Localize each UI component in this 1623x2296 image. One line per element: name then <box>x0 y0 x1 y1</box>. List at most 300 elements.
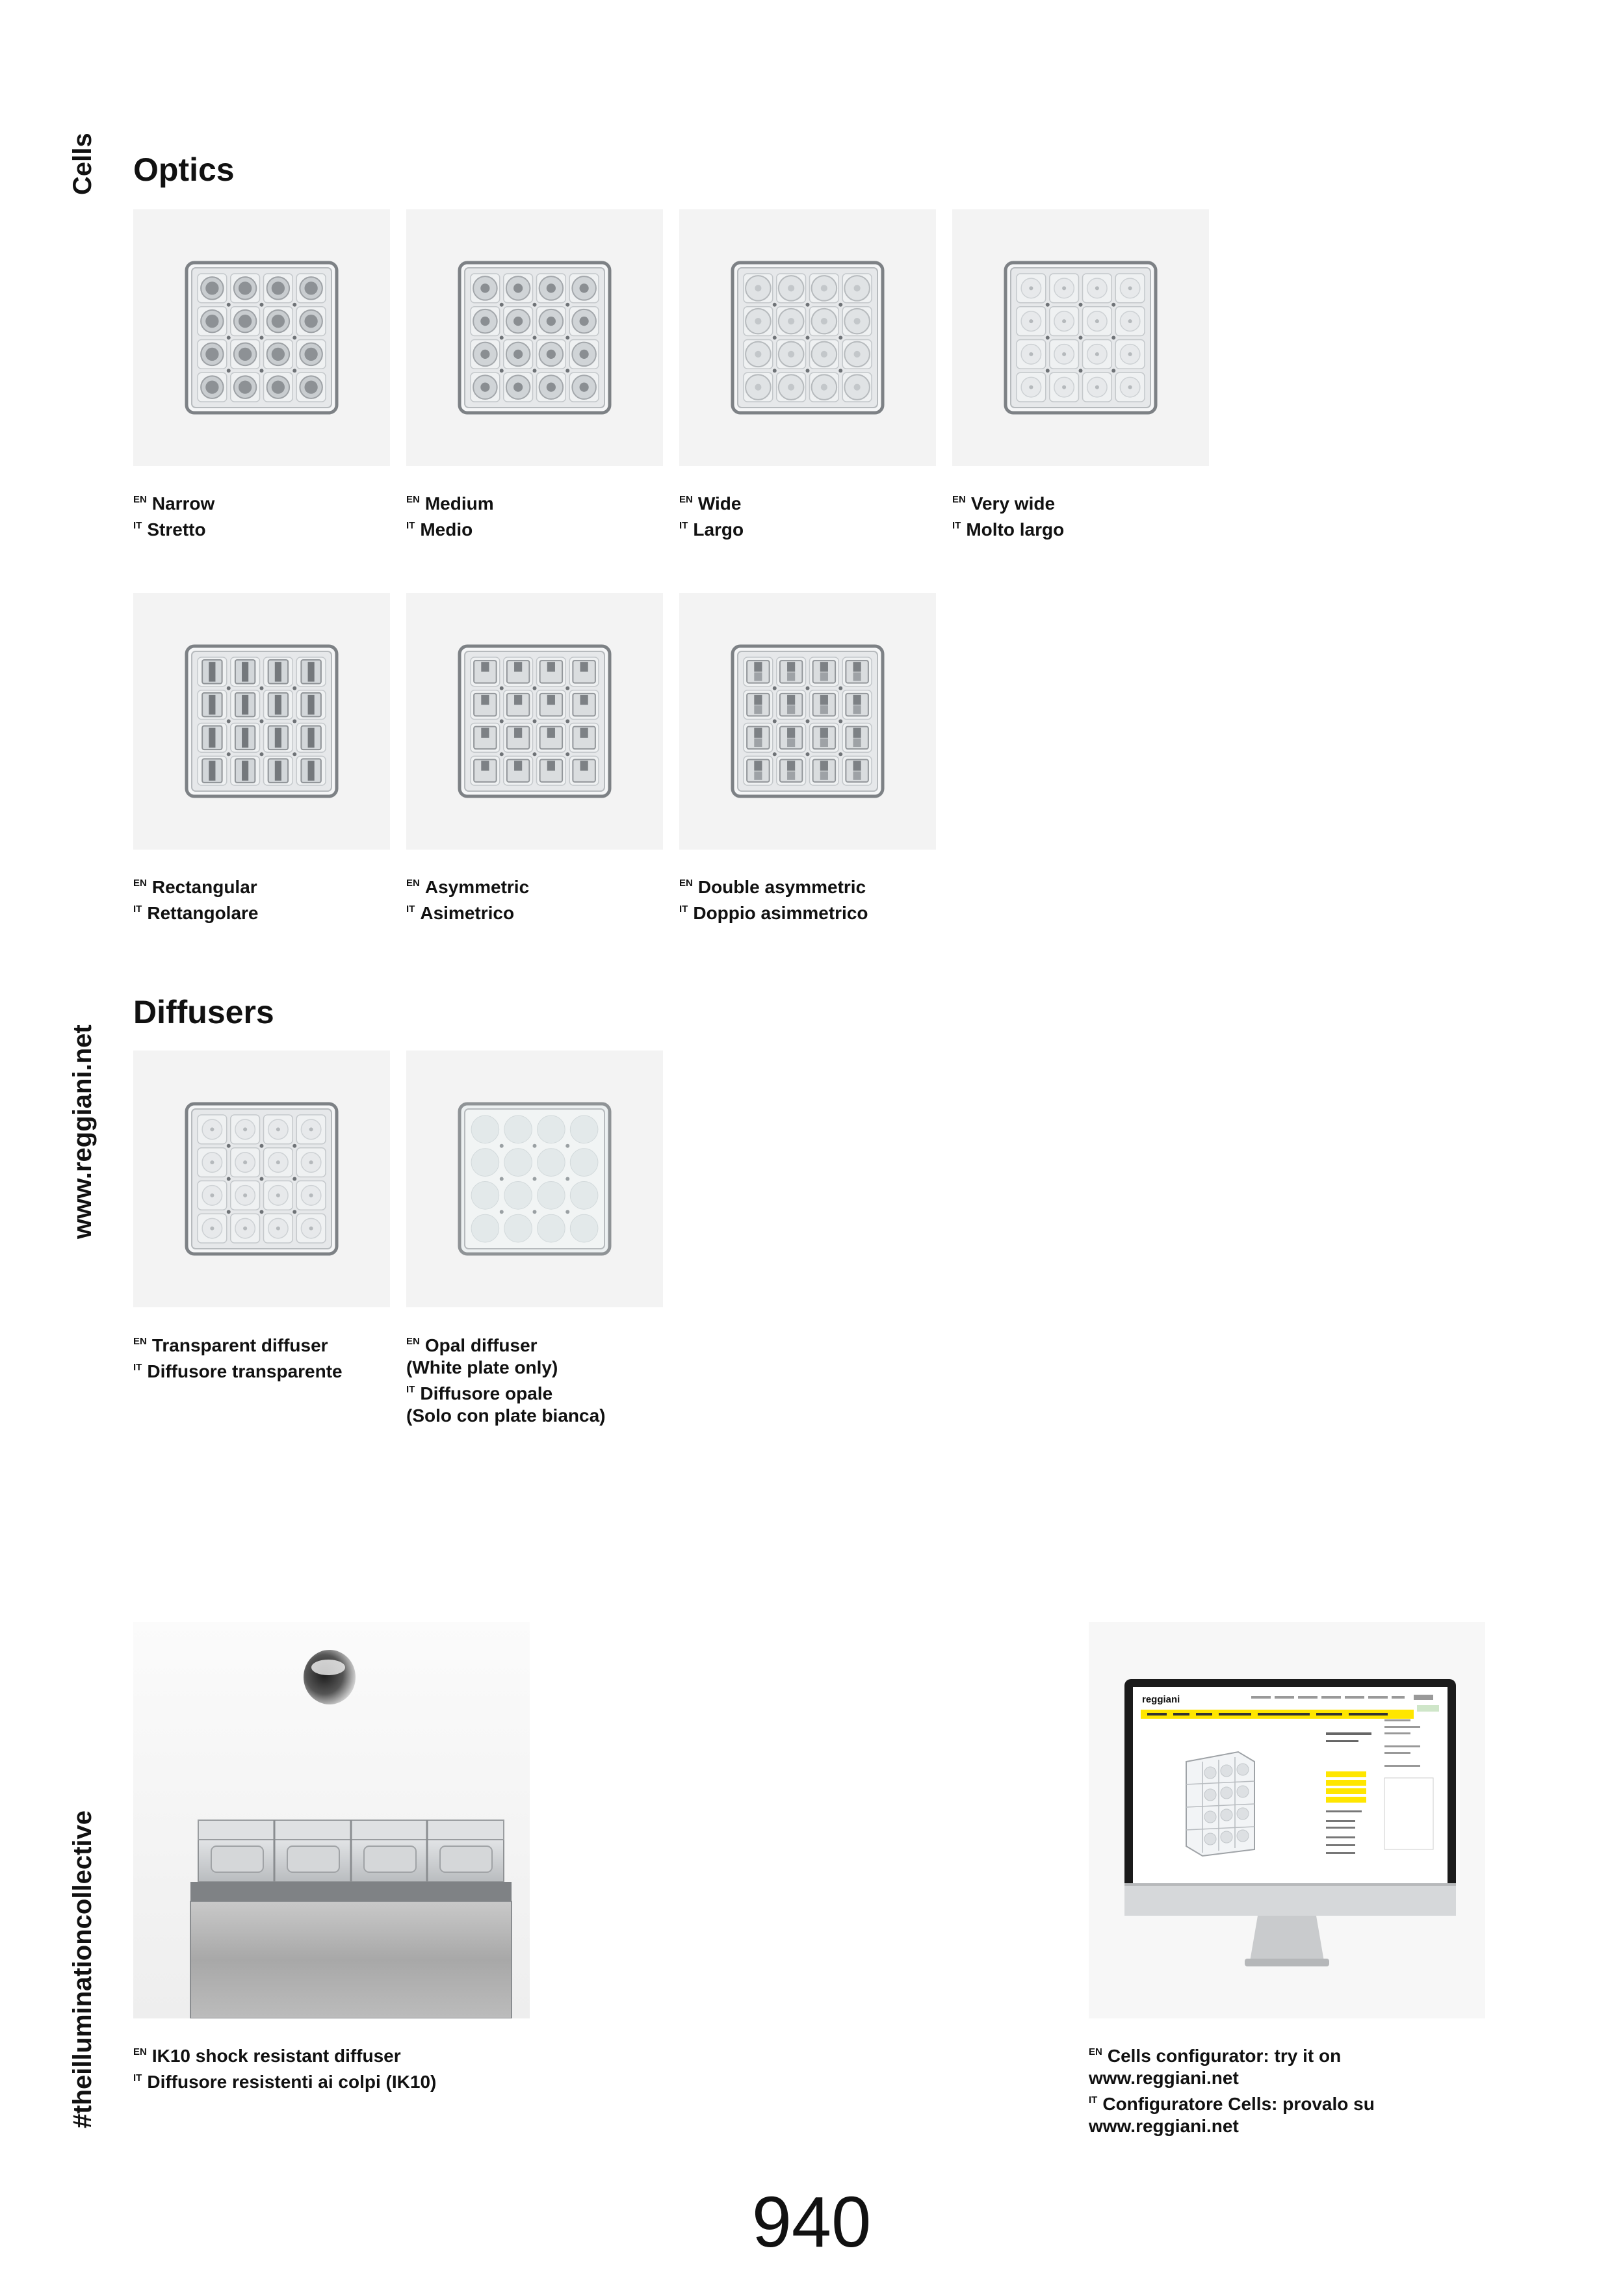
caption-it-note: (Solo con plate bianca) <box>406 1405 606 1426</box>
lens-cell <box>569 372 599 402</box>
en-tag: EN <box>679 494 693 505</box>
screw-mark <box>260 336 264 340</box>
lens-cell <box>810 756 839 785</box>
lens-cell <box>537 307 566 336</box>
lens-cell <box>537 756 566 785</box>
screw-mark <box>533 720 537 724</box>
lens-cell <box>777 372 806 402</box>
screw-mark <box>500 686 504 690</box>
screw-mark <box>260 1144 264 1148</box>
screw-mark <box>838 752 842 756</box>
lens-cell <box>744 690 773 720</box>
lens-cell <box>744 274 773 303</box>
screw-mark <box>565 303 569 307</box>
configurator-photo <box>1089 1622 1485 2018</box>
lens-cell <box>1050 340 1079 369</box>
lens-cell <box>538 1115 565 1143</box>
diffusers-title: Diffusers <box>133 994 274 1030</box>
lens-cell <box>296 340 326 369</box>
lens-cell <box>296 756 326 785</box>
lens-cell <box>842 372 872 402</box>
lens-cell <box>810 690 839 720</box>
lens-cell <box>810 340 839 369</box>
screw-mark <box>838 336 842 340</box>
lens-cell <box>471 1149 499 1177</box>
lens-cell <box>231 372 260 402</box>
lens-cell <box>537 690 566 720</box>
lens-cell <box>1017 274 1046 303</box>
lens-cell <box>296 690 326 720</box>
screw-mark <box>1046 336 1050 340</box>
lens-cell <box>842 340 872 369</box>
lens-cell <box>777 690 806 720</box>
lens-cell <box>569 274 599 303</box>
en-tag: EN <box>133 494 147 505</box>
screw-mark <box>260 369 264 372</box>
lens-cell <box>504 340 533 369</box>
screw-mark <box>806 303 810 307</box>
lens-cell <box>504 1115 532 1143</box>
very-wide-optic-icon <box>952 209 1209 466</box>
diffuser-tile-opal <box>406 1050 663 1307</box>
caption-wide <box>679 489 939 541</box>
screw-mark <box>500 1144 504 1148</box>
screw-mark <box>773 369 777 372</box>
lens-cell <box>1115 307 1145 336</box>
screw-mark <box>292 1210 296 1214</box>
screw-mark <box>1111 303 1115 307</box>
lens-cell <box>810 274 839 303</box>
screw-mark <box>1046 303 1050 307</box>
lens-cell <box>296 1181 326 1210</box>
lens-cell <box>296 657 326 686</box>
caption-en: Asymmetric <box>424 877 530 897</box>
optic-tile-asymmetric <box>406 593 663 850</box>
lens-cell <box>744 340 773 369</box>
lens-cell <box>570 1115 598 1143</box>
screw-mark <box>227 336 231 340</box>
lens-cell <box>471 274 500 303</box>
lens-cell <box>198 690 227 720</box>
caption-it: Doppio asimmetrico <box>693 903 868 923</box>
lens-cell <box>1050 307 1079 336</box>
lens-cell <box>1083 274 1112 303</box>
lens-cell <box>1017 372 1046 402</box>
lens-cell <box>198 372 227 402</box>
lens-cell <box>264 340 293 369</box>
screw-mark <box>533 369 537 372</box>
lens-cell <box>471 1214 499 1242</box>
screw-mark <box>533 752 537 756</box>
lens-cell <box>537 274 566 303</box>
page-number: 940 <box>751 2182 872 2262</box>
optic-tile-medium <box>406 209 663 466</box>
lens-cell <box>842 307 872 336</box>
lens-cell <box>777 274 806 303</box>
lens-cell <box>264 724 293 753</box>
lens-cell <box>1115 340 1145 369</box>
screw-mark <box>533 1144 537 1148</box>
opal-diffuser-icon <box>406 1050 663 1307</box>
lens-cell <box>504 1214 532 1242</box>
lens-cell <box>264 1148 293 1177</box>
caption-rectangular <box>133 872 393 924</box>
lens-cell <box>810 657 839 686</box>
lens-cell <box>569 690 599 720</box>
lens-cell <box>777 657 806 686</box>
lens-cell <box>1083 340 1112 369</box>
caption-double-asymmetric <box>679 872 939 924</box>
lens-cell <box>744 756 773 785</box>
screw-mark <box>260 752 264 756</box>
lens-cell <box>231 274 260 303</box>
caption-it: Stretto <box>147 519 206 540</box>
en-tag: EN <box>952 494 966 505</box>
screen-product <box>1186 1752 1254 1856</box>
steel-ball <box>304 1650 356 1704</box>
lens-cell <box>296 1115 326 1144</box>
lens-cell <box>471 756 500 785</box>
lens-cell <box>264 307 293 336</box>
wide-optic-icon <box>679 209 936 466</box>
it-tag: IT <box>133 1362 142 1373</box>
optics-title: Optics <box>133 151 235 188</box>
caption-en-note: (White plate only) <box>406 1357 558 1377</box>
en-tag: EN <box>406 494 420 505</box>
caption-it: Molto largo <box>966 519 1065 540</box>
lens-cell <box>744 372 773 402</box>
screw-mark <box>806 369 810 372</box>
screw-mark <box>565 686 569 690</box>
lens-cell <box>810 724 839 753</box>
screw-mark <box>292 1177 296 1181</box>
optic-tile-wide <box>679 209 936 466</box>
en-tag: EN <box>133 2046 147 2057</box>
it-tag: IT <box>679 904 688 915</box>
caption-en-link[interactable]: www.reggiani.net <box>1089 2068 1239 2088</box>
screw-mark <box>533 336 537 340</box>
caption-en: Cells configurator: try it on <box>1107 2046 1342 2066</box>
screw-mark <box>838 686 842 690</box>
lens-cell <box>231 307 260 336</box>
lens-cell <box>538 1182 565 1210</box>
lens-cell <box>1115 372 1145 402</box>
screw-mark <box>227 303 231 307</box>
caption-transparent-diffuser <box>133 1331 393 1383</box>
lens-cell <box>569 340 599 369</box>
lens-cell <box>1050 372 1079 402</box>
it-tag: IT <box>406 520 415 531</box>
caption-en: Narrow <box>151 493 215 514</box>
screw-mark <box>806 720 810 724</box>
lens-cell <box>198 1148 227 1177</box>
lens-cell <box>198 657 227 686</box>
lens-cell <box>504 657 533 686</box>
lens-cell <box>231 657 260 686</box>
screw-mark <box>773 303 777 307</box>
caption-en: Transparent diffuser <box>151 1335 328 1355</box>
screw-mark <box>533 303 537 307</box>
lens-cell <box>1017 307 1046 336</box>
lens-cell <box>504 756 533 785</box>
screw-mark <box>533 1210 537 1214</box>
side-label-product: Cells <box>68 133 97 195</box>
lens-cell <box>744 724 773 753</box>
lens-cell <box>569 307 599 336</box>
lens-cell <box>198 1214 227 1243</box>
lens-cell <box>198 724 227 753</box>
caption-it: Largo <box>693 519 744 540</box>
screw-mark <box>533 1177 537 1181</box>
screw-mark <box>292 752 296 756</box>
screw-mark <box>227 752 231 756</box>
side-label-hashtag: #theilluminationcollective <box>68 1810 97 2128</box>
lens-cell <box>264 690 293 720</box>
lens-cell <box>471 340 500 369</box>
screw-mark <box>292 1144 296 1148</box>
shock-test-photo <box>133 1622 530 2018</box>
lens-cell <box>842 690 872 720</box>
shock-test-illustration <box>133 1622 530 2018</box>
lens-cell <box>264 1181 293 1210</box>
caption-it: Rettangolare <box>147 903 259 923</box>
caption-medium <box>406 489 666 541</box>
lens-cell <box>198 274 227 303</box>
lens-cell <box>231 756 260 785</box>
lens-cell <box>296 307 326 336</box>
screw-mark <box>227 720 231 724</box>
screw-mark <box>773 686 777 690</box>
optic-tile-rectangular <box>133 593 390 850</box>
lens-cell <box>264 1115 293 1144</box>
lens-cell <box>471 372 500 402</box>
caption-en: Rectangular <box>151 877 257 897</box>
transparent-diffuser-icon <box>133 1050 390 1307</box>
lens-cell <box>504 690 533 720</box>
screw-mark <box>292 369 296 372</box>
lens-cell <box>569 756 599 785</box>
screw-mark <box>500 303 504 307</box>
lens-cell <box>504 1182 532 1210</box>
it-tag: IT <box>133 520 142 531</box>
lens-cell <box>537 724 566 753</box>
lens-cell <box>504 724 533 753</box>
screw-mark <box>1111 336 1115 340</box>
it-tag: IT <box>133 904 142 915</box>
lens-cell <box>1083 372 1112 402</box>
screw-mark <box>500 752 504 756</box>
it-tag: IT <box>406 1384 415 1395</box>
caption-it: Asimetrico <box>420 903 515 923</box>
screw-mark <box>1046 369 1050 372</box>
screw-mark <box>773 752 777 756</box>
en-tag: EN <box>406 1336 420 1347</box>
lens-cell <box>538 1214 565 1242</box>
screw-mark <box>227 686 231 690</box>
lens-cell <box>1017 340 1046 369</box>
lens-cell <box>198 1115 227 1144</box>
lens-cell <box>537 340 566 369</box>
lens-cell <box>471 1115 499 1143</box>
screw-mark <box>838 369 842 372</box>
lens-cell <box>777 340 806 369</box>
screw-mark <box>292 686 296 690</box>
screw-mark <box>227 369 231 372</box>
lens-cell <box>570 1149 598 1177</box>
lens-cell <box>842 274 872 303</box>
screw-mark <box>565 336 569 340</box>
side-label-website: www.reggiani.net <box>68 1024 97 1239</box>
caption-en: Very wide <box>970 493 1056 514</box>
lens-cell <box>264 274 293 303</box>
monitor-illustration <box>1089 1622 1485 2018</box>
screw-mark <box>1079 369 1083 372</box>
lens-cell <box>504 274 533 303</box>
lens-cell <box>231 724 260 753</box>
caption-en: Medium <box>424 493 494 514</box>
screw-mark <box>773 336 777 340</box>
screw-mark <box>806 336 810 340</box>
lens-cell <box>231 1115 260 1144</box>
caption-opal-diffuser <box>406 1331 666 1427</box>
screw-mark <box>565 1177 569 1181</box>
lens-cell <box>198 340 227 369</box>
lens-cell <box>810 372 839 402</box>
lens-cell <box>471 307 500 336</box>
lens-cell <box>296 724 326 753</box>
en-tag: EN <box>1089 2046 1102 2057</box>
optic-tile-narrow <box>133 209 390 466</box>
caption-narrow <box>133 489 393 541</box>
screw-mark <box>500 369 504 372</box>
lens-cell <box>570 1214 598 1242</box>
en-tag: EN <box>406 878 420 889</box>
lens-cell <box>198 1181 227 1210</box>
lens-cell <box>264 372 293 402</box>
caption-en: Double asymmetric <box>697 877 866 897</box>
caption-asymmetric <box>406 872 666 924</box>
it-tag: IT <box>679 520 688 531</box>
lens-cell <box>471 657 500 686</box>
lens-cell <box>777 756 806 785</box>
lens-cell <box>504 1149 532 1177</box>
caption-very-wide <box>952 489 1212 541</box>
lens-cell <box>296 274 326 303</box>
optic-tile-double-asymmetric <box>679 593 936 850</box>
it-tag: IT <box>406 904 415 915</box>
screw-mark <box>1079 303 1083 307</box>
lens-cell <box>810 307 839 336</box>
screw-mark <box>260 1177 264 1181</box>
en-tag: EN <box>133 1336 147 1347</box>
lens-cell <box>842 657 872 686</box>
lens-cell <box>231 1181 260 1210</box>
caption-it-link[interactable]: www.reggiani.net <box>1089 2116 1239 2136</box>
screen-logo: reggiani <box>1142 1694 1180 1705</box>
lens-cell <box>296 1214 326 1243</box>
caption-it: Configuratore Cells: provalo su <box>1102 2094 1375 2114</box>
lens-cell <box>198 756 227 785</box>
screw-mark <box>227 1144 231 1148</box>
en-tag: EN <box>133 878 147 889</box>
screw-mark <box>292 720 296 724</box>
screw-mark <box>260 1210 264 1214</box>
lens-cell <box>1050 274 1079 303</box>
screw-mark <box>227 1210 231 1214</box>
asymmetric-optic-icon <box>406 593 663 850</box>
narrow-optic-icon <box>133 209 390 466</box>
screw-mark <box>260 686 264 690</box>
lens-cell <box>777 307 806 336</box>
caption-configurator <box>1089 2041 1479 2137</box>
en-tag: EN <box>679 878 693 889</box>
caption-shock <box>133 2041 523 2093</box>
lens-cell <box>777 724 806 753</box>
lens-cell <box>231 1214 260 1243</box>
screw-mark <box>260 720 264 724</box>
lens-cell <box>537 657 566 686</box>
lens-cell <box>231 340 260 369</box>
lens-cell <box>1115 274 1145 303</box>
screw-mark <box>500 1210 504 1214</box>
screw-mark <box>565 720 569 724</box>
rectangular-optic-icon <box>133 593 390 850</box>
screw-mark <box>565 369 569 372</box>
screw-mark <box>838 303 842 307</box>
lens-cell <box>231 690 260 720</box>
lens-cell <box>569 657 599 686</box>
screw-mark <box>292 336 296 340</box>
diffuser-tile-transparent <box>133 1050 390 1307</box>
caption-en: Wide <box>697 493 742 514</box>
lens-cell <box>296 1148 326 1177</box>
it-tag: IT <box>952 520 961 531</box>
screw-mark <box>565 1210 569 1214</box>
caption-it: Diffusore opale <box>420 1383 553 1403</box>
lens-cell <box>538 1149 565 1177</box>
lens-cell <box>264 1214 293 1243</box>
caption-it: Diffusore resistenti ai colpi (IK10) <box>147 2072 437 2092</box>
screw-mark <box>1079 336 1083 340</box>
screw-mark <box>227 1177 231 1181</box>
lens-cell <box>264 756 293 785</box>
screw-mark <box>565 752 569 756</box>
lens-cell <box>842 756 872 785</box>
caption-it: Diffusore transparente <box>147 1361 343 1381</box>
lens-cell <box>504 372 533 402</box>
screw-mark <box>500 336 504 340</box>
screw-mark <box>838 720 842 724</box>
lens-cell <box>569 724 599 753</box>
lens-cell <box>537 372 566 402</box>
screw-mark <box>260 303 264 307</box>
lens-cell <box>471 1182 499 1210</box>
screw-mark <box>773 720 777 724</box>
screw-mark <box>806 686 810 690</box>
double-asymmetric-optic-icon <box>679 593 936 850</box>
lens-cell <box>471 690 500 720</box>
screw-mark <box>500 720 504 724</box>
lens-cell <box>471 724 500 753</box>
lens-cell <box>570 1182 598 1210</box>
caption-it: Medio <box>420 519 473 540</box>
lens-cell <box>504 307 533 336</box>
caption-en: IK10 shock resistant diffuser <box>151 2046 401 2066</box>
lens-cell <box>231 1148 260 1177</box>
lens-cell <box>744 307 773 336</box>
lens-cell <box>1083 307 1112 336</box>
screw-mark <box>533 686 537 690</box>
